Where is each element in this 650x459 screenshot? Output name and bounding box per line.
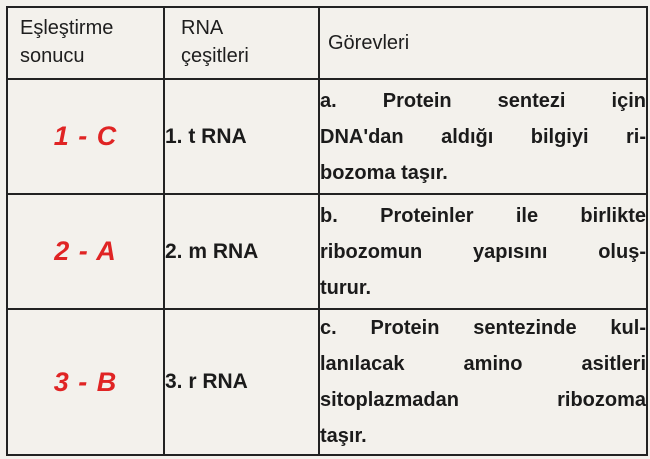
answer-cell: 3 - B [7,309,164,455]
answer-cell: 2 - A [7,194,164,309]
duty-line: taşır. [320,425,367,447]
header-matching-result-line1: Eşleştirme [20,17,114,39]
table-row [7,309,647,455]
rna-type-cell: 1. t RNA [164,79,319,194]
duty-cell [319,79,647,194]
table-row [7,194,647,309]
table-row [7,79,647,194]
duty-line: sitoplazmadan ribozoma [320,389,646,411]
duty-line: turur. [320,276,372,299]
table-header-row [7,7,647,79]
duty-cell [319,309,647,455]
header-matching-result [7,7,164,79]
rna-type-cell: 3. r RNA [164,309,319,455]
duty-line: DNA'dan aldığı bilgiyi ri- [320,125,646,148]
header-rna-types-line2: çeşitleri [181,45,249,67]
header-duties: Görevleri [319,7,647,79]
duty-cell [319,194,647,309]
rna-matching-table [6,6,648,456]
header-matching-result-line2: sonucu [20,45,85,67]
duty-line: c. Protein sentezinde kul- [320,317,646,339]
duty-line: a. Protein sentezi için [320,89,646,112]
header-rna-types [164,7,319,79]
duty-line: lanılacak amino asitleri [320,353,646,375]
header-rna-types-line1: RNA [181,17,224,39]
duty-line: b. Proteinler ile birlikte [320,204,646,227]
duty-line: bozoma taşır. [320,161,448,184]
rna-type-cell: 2. m RNA [164,194,319,309]
duty-line: ribozomun yapısını oluş- [320,240,646,263]
answer-cell: 1 - C [7,79,164,194]
